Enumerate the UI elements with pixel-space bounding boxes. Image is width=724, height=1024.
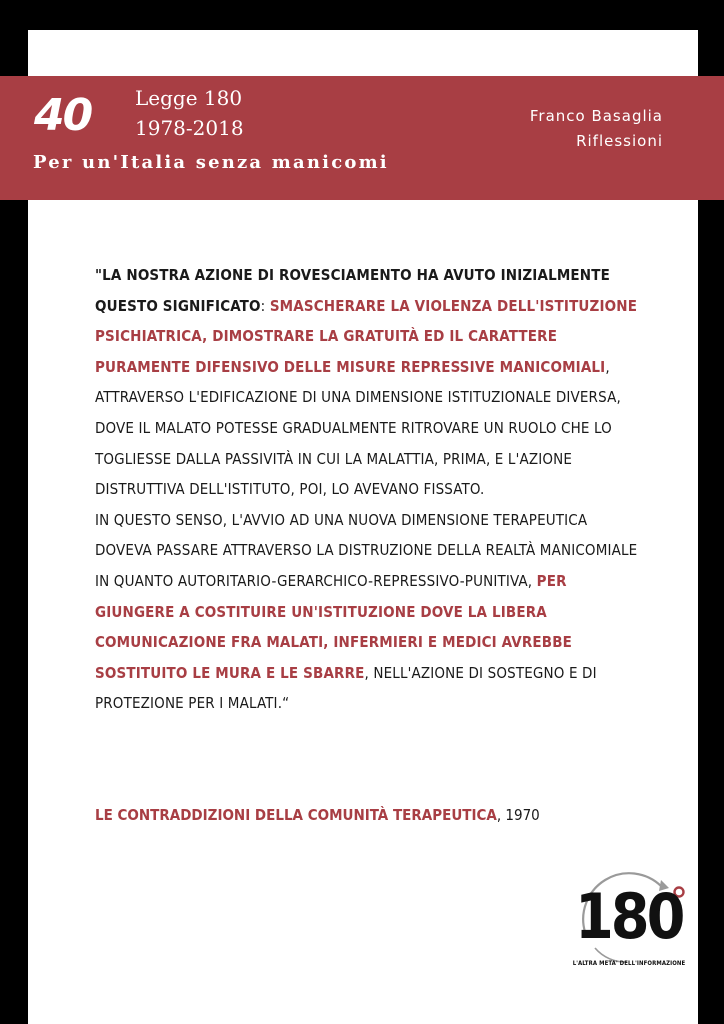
anniversary-number: 40 <box>34 90 92 141</box>
quote-highlight-2: PER GIUNGERE A COSTITUIRE UN'ISTITUZIONE DOVE LA LIBERA COMUNICAZIONE FRA MALATI, INFERMIERI E MEDICI AVREBBE SOSTITUITO LE MURA E LE SBARRE <box>95 571 573 682</box>
quote-highlight-1: SMASCHERARE LA VIOLENZA DELL'ISTITUZIONE PSICHIATRICA, DIMOSTRARE LA GRATUITÀ ED IL CARATTERE PURAMENTE DIFENSIVO DELLE MISURE REPRESSIVE MANICOMIALI <box>95 296 638 376</box>
quote-body <box>95 260 645 719</box>
logo-caption: L'ALTRA META' DELL'INFORMAZIONE <box>572 960 686 967</box>
quote-start-2: IN QUESTO SENSO, L'AVVIO AD UNA NUOVA DIMENSIONE TERAPEUTICA DOVEVA PASSARE ATTRAVERSO LA DISTRUZIONE DELLA REALTÀ MANICOMIALE IN QUANTO AUTORITARIO-GERARCHICO-REPRESSIVO-PUNITIVA, <box>95 510 638 590</box>
law-title: Legge 180 <box>135 86 243 110</box>
source-title: LE CONTRADDIZIONI DELLA COMUNITÀ TERAPEUTICA <box>95 806 497 824</box>
year-range: 1978-2018 <box>135 116 244 140</box>
section-subtitle: Riflessioni <box>576 132 663 150</box>
quote-opening: "LA NOSTRA AZIONE DI ROVESCIAMENTO HA AVUTO INIZIALMENTE QUESTO SIGNIFICATO <box>95 266 610 315</box>
tagline: Per un'Italia senza manicomi <box>33 152 389 173</box>
logo-180 <box>565 862 693 982</box>
quote-source <box>95 800 645 830</box>
quote-paragraph-2 <box>95 505 645 719</box>
logo-number: 180 <box>575 880 683 953</box>
author-name: Franco Basaglia <box>529 107 663 125</box>
quote-colon: : <box>260 296 270 315</box>
author-block <box>530 104 663 154</box>
quote-end-2: , NELL'AZIONE DI SOSTEGNO E DI PROTEZIONE PER I MALATI.“ <box>95 663 597 713</box>
quote-paragraph-1 <box>95 260 645 505</box>
header-banner <box>0 76 724 200</box>
source-year: , 1970 <box>496 806 540 824</box>
quote-continuation-1: , ATTRAVERSO L'EDIFICAZIONE DI UNA DIMENSIONE ISTITUZIONALE DIVERSA, DOVE IL MALATO POTESSE GRADUALMENTE RITROVARE UN RUOLO CHE LO TOGLIESSE DALLA PASSIVITÀ IN CUI LA MALATTIA, PRIMA, E L'AZIONE DISTRUTTIVA DELL'ISTITUTO, POI, LO AVEVANO FISSATO. <box>95 357 621 499</box>
